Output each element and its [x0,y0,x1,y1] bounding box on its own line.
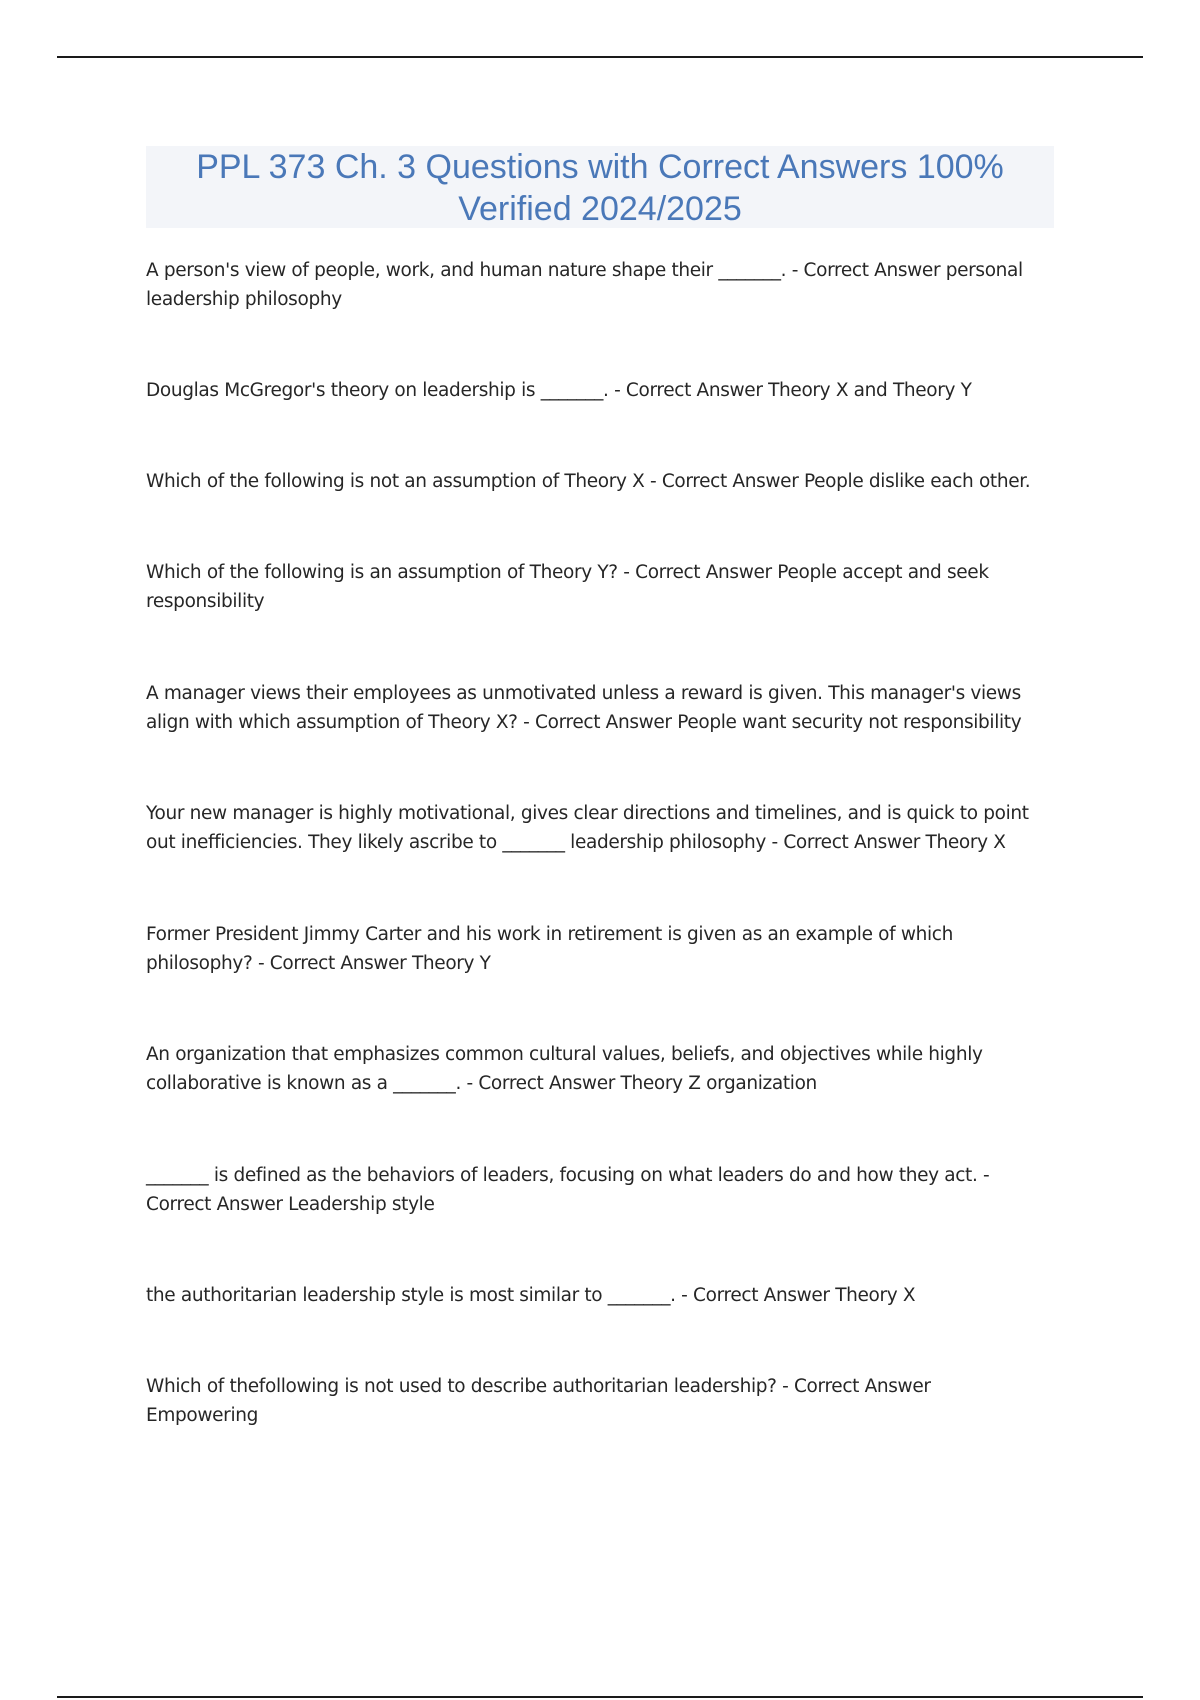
qa-item-11: Which of thefollowing is not used to describe authoritarian leadership? - Correct Answer Empowering [146,1376,931,1426]
qa-item-9: _______ is defined as the behaviors of leaders, focusing on what leaders do and how they act. - Correct Answer Leadership style [146,1165,990,1215]
qa-item-4: Which of the following is an assumption of Theory Y? - Correct Answer People accept and seek responsibility [146,562,989,612]
bottom-rule [57,1696,1143,1698]
qa-item-2: Douglas McGregor's theory on leadership is _______. - Correct Answer Theory X and Theory Y [146,380,972,401]
title-banner [146,146,1054,228]
qa-item-5: A manager views their employees as unmotivated unless a reward is given. This manager's views align with which assumption of Theory X? - Correct Answer People want security not responsibility [146,683,1022,733]
qa-item-8: An organization that emphasizes common cultural values, beliefs, and objectives while highly collaborative is known as a _______. - Correct Answer Theory Z organization [146,1044,983,1094]
document-title: PPL 373 Ch. 3 Questions with Correct Answers 100% Verified 2024/2025 [196,148,1004,228]
qa-item-1: A person's view of people, work, and human nature shape their _______. - Correct Answer personal leadership philosophy [146,260,1023,310]
qa-item-7: Former President Jimmy Carter and his work in retirement is given as an example of which philosophy? - Correct Answer Theory Y [146,924,953,974]
qa-item-6: Your new manager is highly motivational, gives clear directions and timelines, and is quick to point out inefficiencies. They likely ascribe to _______ leadership philosophy - Correct Answer Theory X [146,803,1029,853]
qa-item-3: Which of the following is not an assumption of Theory X - Correct Answer People dislike each other. [146,471,1031,492]
qa-item-10: the authoritarian leadership style is most similar to _______. - Correct Answer Theory X [146,1285,916,1306]
top-rule [57,56,1143,58]
